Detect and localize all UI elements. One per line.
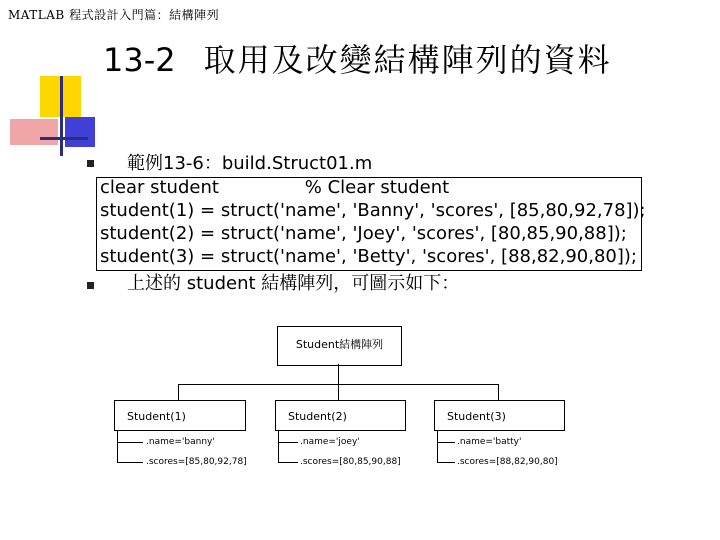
- decor-horizontal-line: [40, 137, 88, 140]
- element-label-1: Student(1): [127, 410, 186, 423]
- bullet-icon: [87, 282, 94, 289]
- field-stem-2: [278, 431, 279, 463]
- field-tick-1b: [117, 462, 143, 463]
- field-scores-2: .scores=[80,85,90,88]: [300, 457, 401, 467]
- code-line-4: student(3) = struct('name', 'Betty', 'scores', [88,82,90,80]);: [100, 246, 637, 267]
- code-line-2: student(1) = struct('name', 'Banny', 'scores', [85,80,92,78]);: [100, 200, 646, 221]
- connector-2: [338, 384, 339, 400]
- field-tick-2b: [278, 462, 298, 463]
- title-text: 取用及改變結構陣列的資料: [203, 41, 612, 79]
- code-line-1: clear student % Clear student: [100, 177, 450, 198]
- description-text: 上述的 student 結構陣列，可圖示如下：: [127, 273, 460, 294]
- field-tick-1a: [117, 442, 143, 443]
- field-name-2: .name='joey': [300, 437, 360, 447]
- field-tick-3a: [437, 442, 455, 443]
- field-tick-3b: [437, 462, 455, 463]
- code-line-3: student(2) = struct('name', 'Joey', 'scores', [80,85,90,88]);: [100, 223, 627, 244]
- diagram-root-label: Student結構陣列: [295, 338, 384, 351]
- element-label-3: Student(3): [447, 410, 506, 423]
- element-label-2: Student(2): [288, 410, 347, 423]
- field-scores-3: .scores=[88,82,90,80]: [457, 457, 558, 467]
- example-caption: 範例13-6：build.Struct01.m: [127, 153, 373, 174]
- connector-root: [338, 364, 339, 384]
- element-box-2: [275, 400, 406, 431]
- connector-3: [498, 384, 499, 400]
- header-note: MATLAB 程式設計入門篇：結構陣列: [8, 8, 220, 22]
- decor-vertical-line: [60, 76, 63, 156]
- field-name-1: .name='banny': [146, 437, 215, 447]
- connector-1: [178, 384, 179, 400]
- field-tick-2a: [278, 442, 298, 443]
- element-box-1: [114, 400, 246, 431]
- diagram-root-box: [277, 326, 402, 366]
- field-stem-1: [117, 431, 118, 463]
- field-stem-3: [437, 431, 438, 463]
- field-name-3: .name='batty': [457, 437, 522, 447]
- element-box-3: [434, 400, 565, 431]
- title-number: 13-2: [103, 41, 176, 79]
- field-scores-1: .scores=[85,80,92,78]: [146, 457, 247, 467]
- decor-pink-square: [8, 117, 60, 147]
- decor-blue-square: [65, 117, 95, 147]
- slide-title: [103, 40, 612, 80]
- bullet-icon: [87, 160, 94, 167]
